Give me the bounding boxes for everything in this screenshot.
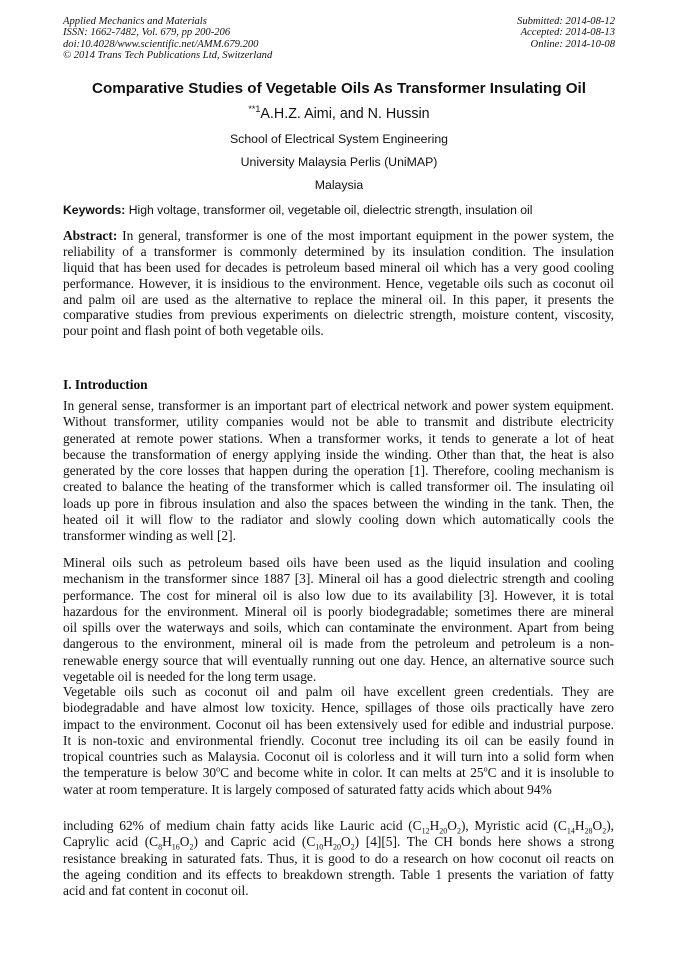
text-segment: comparative studies from previous experiments on dielectric strength, moisture content, viscosity,: [63, 307, 614, 323]
text-segment: created to balance the heating of the transformer which is called transformer oil. The insulating oil: [63, 479, 614, 495]
text-segment: reliability of a transformer is commonly determined by its insulation condition. The insulation: [63, 243, 614, 259]
section-heading: I. Introduction: [63, 377, 148, 392]
text-segment: 2: [456, 826, 461, 836]
text-line: [63, 818, 614, 834]
text-segment: O: [447, 818, 457, 833]
text-segment: pour point and flash point of both vegetable oils.: [63, 323, 324, 339]
text-segment: impact to the environment. Coconut oil has been extensively used for edible and industrial purpose.: [63, 716, 614, 732]
text-line: [63, 765, 614, 781]
online-date: Online: 2014-10-08: [530, 38, 615, 50]
journal-name: Applied Mechanics and Materials: [63, 16, 207, 27]
text-segment: renewable energy source that will eventually running out one day. Hence, an alternative source such: [63, 652, 614, 668]
text-line: [63, 398, 614, 414]
text-segment: including 62% of medium chain fatty acids like Lauric acid (C: [63, 818, 422, 833]
text-segment: the ageing condition and its effects to breakdown strength. Table 1 presents the variation of fatty: [63, 866, 614, 882]
text-segment: ),: [606, 818, 614, 833]
text-segment: o: [483, 765, 488, 775]
text-segment: H: [323, 834, 333, 850]
text-segment: transformer winding as well [2].: [63, 528, 236, 544]
affiliation-school: School of Electrical System Engineering: [229, 132, 449, 146]
text-segment: 2: [189, 842, 194, 852]
text-segment: O: [340, 834, 351, 850]
copyright: © 2014 Trans Tech Publications Ltd, Switzerland: [63, 50, 273, 62]
text-segment: 14: [566, 826, 575, 836]
paragraph: [63, 555, 614, 685]
text-segment: Vegetable oils such as coconut oil and palm oil have excellent green credentials. They are: [63, 684, 614, 699]
text-line: [63, 669, 614, 685]
text-line: [63, 414, 614, 430]
affiliation-country: Malaysia: [314, 178, 364, 192]
affiliation-university: University Malaysia Perlis (UniMAP): [240, 155, 438, 169]
text-segment: 10: [315, 842, 324, 852]
text-segment: performance. However, it is insidious to the environment. Hence, vegetable oils such as coconut oil: [63, 275, 614, 291]
issn: ISSN: 1662-7482, Vol. 679, pp 200-206: [63, 27, 231, 39]
text-segment: and palm oil are used as the alternative to replace the mineral oil. In this paper, it presents the: [63, 291, 614, 307]
paragraph: [63, 398, 614, 545]
text-line: [63, 604, 614, 620]
text-line: [63, 528, 614, 544]
text-segment: biodegradable and have almost low toxicity. Hence, spillages of those oils practically have zero: [63, 700, 614, 716]
text-segment: C and it is insoluble to: [487, 765, 615, 781]
text-segment: In general, transformer is one of the most important equipment in the power system, the: [117, 228, 614, 243]
text-line: [63, 512, 614, 528]
text-segment: loads up pore in fibrous insulation and also the spaces between the winding in the tank. Then, the: [63, 495, 614, 511]
abstract-label: Abstract:: [63, 228, 118, 243]
text-line: [63, 307, 614, 323]
text-line: [63, 244, 614, 260]
text-segment: ), Myristic acid (C: [460, 818, 567, 833]
text-line: [63, 620, 614, 636]
text-line: [63, 571, 614, 587]
text-segment: performance. The cost for mineral oil is also low due to its availability [3]. However, it is total: [63, 587, 614, 603]
text-line: [63, 700, 614, 716]
text-line: [63, 834, 614, 850]
keywords-label: Keywords:: [63, 203, 126, 217]
text-line: [63, 431, 614, 447]
author-marker: **1: [248, 104, 261, 115]
accepted-date: Accepted: 2014-08-13: [520, 27, 615, 39]
text-line: [63, 636, 614, 652]
text-segment: because the transformation of energy applying inside the winding. Other than that, the heat is also: [63, 446, 614, 462]
text-segment: 2: [602, 826, 607, 836]
text-segment: 20: [332, 842, 341, 852]
text-line: [63, 479, 614, 495]
keywords-text: High voltage, transformer oil, vegetable oil, dielectric strength, insulation oil: [125, 203, 533, 217]
text-segment: resistance breaking in saturated fats. Thus, it is good to do a research on how coconut oil reacts on: [63, 850, 614, 866]
text-segment: H: [162, 834, 172, 850]
text-segment: vegetable oil is needed for the long term usage.: [63, 669, 317, 685]
text-line: [63, 463, 614, 479]
text-line: [63, 276, 614, 292]
text-segment: o: [216, 765, 221, 775]
paper-title: Comparative Studies of Vegetable Oils As Transformer Insulating Oil: [92, 80, 586, 97]
text-line: [63, 228, 614, 244]
text-segment: In general sense, transformer is an important part of electrical network and power system equipment.: [63, 398, 614, 413]
text-segment: the temperature is below 30: [63, 765, 217, 781]
text-line: [63, 653, 614, 669]
text-segment: hazardous for the environment. Mineral oil is poorly biodegradable; sometimes there are mineral: [63, 603, 614, 619]
text-line: [63, 883, 614, 899]
paragraph: [63, 818, 614, 899]
abstract: [63, 228, 614, 339]
text-line: [63, 496, 614, 512]
text-segment: ) and Capric acid (C: [193, 834, 316, 850]
text-segment: 8: [158, 842, 163, 852]
text-segment: O: [179, 834, 190, 850]
text-segment: mechanism in the transformer since 1887 [3]. Mineral oil has a good dielectric strength and cooling: [63, 571, 614, 587]
text-segment: liquid that has been used for decades is petroleum based mineral oil which has a very good cooling: [63, 259, 614, 275]
text-line: [63, 684, 614, 700]
authors: [0, 106, 678, 122]
text-segment: Without transformer, utility companies would not be able to transmit and distribute electricity: [63, 414, 614, 430]
text-line: [63, 323, 614, 339]
text-line: [63, 717, 614, 733]
keywords: [63, 203, 532, 217]
text-line: [63, 588, 614, 604]
text-segment: ) [4][5]. The CH bonds here shows a strong: [354, 834, 615, 850]
text-segment: C and become white in color. It can melts at 25: [220, 765, 484, 781]
text-segment: Caprylic acid (C: [63, 834, 159, 850]
text-segment: It is non-toxic and environmental friendly. Coconut tree including its oil can be easily found in: [63, 732, 614, 748]
text-segment: H: [574, 818, 585, 833]
text-line: [63, 555, 614, 571]
text-segment: generated by the core losses that happen during the operation [1]. Therefore, cooling mechanism is: [63, 463, 614, 479]
text-segment: tropical countries such as Malaysia. Coconut oil is colorless and it will turn into a solid form when: [63, 749, 614, 765]
text-line: [63, 447, 614, 463]
text-segment: H: [429, 818, 440, 833]
text-segment: heated oil it will flow to the radiator and slowly cooling down which automatically cools the: [63, 512, 614, 528]
text-segment: 16: [171, 842, 180, 852]
text-segment: water at room temperature. It is largely composed of saturated fatty acids which about 94%: [63, 781, 552, 797]
submitted-date: Submitted: 2014-08-12: [517, 16, 615, 27]
text-line: [63, 867, 614, 883]
text-line: [63, 292, 614, 308]
text-line: [63, 782, 614, 798]
text-segment: 28: [584, 826, 593, 836]
text-line: [63, 749, 614, 765]
journal-info: [63, 16, 272, 62]
text-line: [63, 260, 614, 276]
text-line: [63, 733, 614, 749]
text-line: [63, 851, 614, 867]
text-segment: 2: [350, 842, 355, 852]
doi-link[interactable]: doi:10.4028/www.scientific.net/AMM.679.200: [63, 38, 259, 50]
text-segment: O: [592, 818, 603, 833]
text-segment: acid and fat content in coconut oil.: [63, 883, 249, 899]
text-segment: 20: [439, 826, 448, 836]
text-segment: generated at remote power stations. When a transformer works, it tends to generate a lot of heat: [63, 430, 614, 446]
text-segment: dangerous to the environment, mineral oil is made from the petroleum and petroleum is a non-: [63, 636, 614, 652]
text-segment: oil spills over the waterways and soils, which can contaminate the environment. Apart from being: [63, 620, 614, 636]
paragraph: [63, 684, 614, 798]
dates-info: [517, 16, 615, 50]
author-names: A.H.Z. Aimi, and N. Hussin: [260, 106, 430, 122]
text-segment: 12: [421, 826, 430, 836]
text-segment: Mineral oils such as petroleum based oils have been used as the liquid insulation and cooling: [63, 555, 614, 570]
